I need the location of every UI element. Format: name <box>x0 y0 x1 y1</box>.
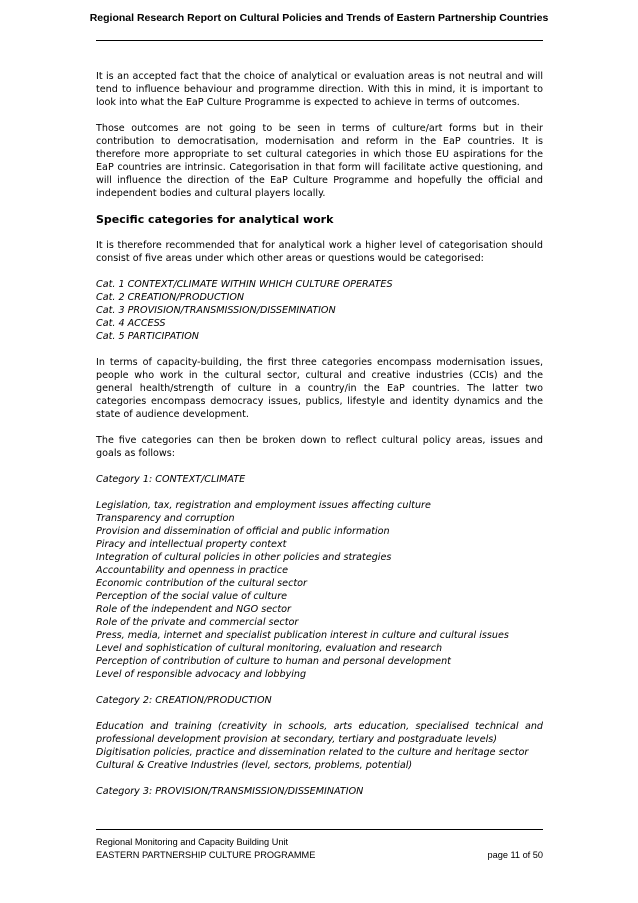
list-item: Role of the private and commercial sector <box>96 617 299 628</box>
category2-items <box>96 720 543 772</box>
page-body <box>96 70 543 798</box>
recommendation-paragraph: It is therefore recommended that for analytical work a higher level of categorisation should consist of five areas under which other areas or questions would be categorised: <box>96 240 543 264</box>
header-rule <box>96 40 543 41</box>
list-item: Legislation, tax, registration and employment issues affecting culture <box>96 500 431 511</box>
list-item: Economic contribution of the cultural sector <box>96 578 307 589</box>
page-footer <box>96 836 543 862</box>
category-list <box>96 278 543 343</box>
list-item: Integration of cultural policies in other policies and strategies <box>96 552 392 563</box>
category1-title: Category 1: CONTEXT/CLIMATE <box>96 474 246 485</box>
category-item: Cat. 1 CONTEXT/CLIMATE WITHIN WHICH CULTURE OPERATES <box>96 279 393 290</box>
footer-rule <box>96 829 543 830</box>
list-item: Accountability and openness in practice <box>96 565 289 576</box>
category-item: Cat. 4 ACCESS <box>96 318 166 329</box>
capacity-paragraph: In terms of capacity-building, the first three categories encompass modernisation issues, people who work in the cultural sector, cultural and creative industries (CCIs) and the general health/strength of culture in a country/in the EaP countries. The latter two categories encompass democracy issues, publics, lifestyle and identity dynamics and the state of audience development. <box>96 357 543 420</box>
section-heading: Specific categories for analytical work <box>96 213 334 226</box>
list-item: Education and training (creativity in schools, arts education, specialised technical and professional development provision at secondary, tertiary and postgraduate levels) <box>96 721 543 745</box>
intro-paragraph-2: Those outcomes are not going to be seen in terms of culture/art forms but in their contribution to democratisation, modernisation and reform in the EaP countries. It is therefore more appropriate to set cultural categories in which those EU aspirations for the EaP countries are intrinsic. Categorisation in that form will facilitate active questioning, and will influence the direction of the EaP Culture Programme and hopefully the official and independent bodies and cultural players locally. <box>96 123 543 199</box>
page-number: page 11 of 50 <box>487 850 543 860</box>
list-item: Digitisation policies, practice and dissemination related to the culture and heritage sector <box>96 747 529 758</box>
list-item: Press, media, internet and specialist publication interest in culture and cultural issues <box>96 630 509 641</box>
list-item: Piracy and intellectual property context <box>96 539 287 550</box>
category-item: Cat. 3 PROVISION/TRANSMISSION/DISSEMINATION <box>96 305 336 316</box>
list-item: Role of the independent and NGO sector <box>96 604 291 615</box>
list-item: Transparency and corruption <box>96 513 235 524</box>
category-item: Cat. 5 PARTICIPATION <box>96 331 199 342</box>
breakdown-paragraph: The five categories can then be broken down to reflect cultural policy areas, issues and goals as follows: <box>96 435 543 459</box>
running-header: Regional Research Report on Cultural Policies and Trends of Eastern Partnership Countries <box>89 12 549 24</box>
footer-programme: EASTERN PARTNERSHIP CULTURE PROGRAMME <box>96 850 316 860</box>
list-item: Perception of the social value of culture <box>96 591 288 602</box>
category1-items <box>96 499 543 681</box>
footer-unit: Regional Monitoring and Capacity Building Unit <box>96 837 289 847</box>
list-item: Level and sophistication of cultural monitoring, evaluation and research <box>96 643 443 654</box>
list-item: Level of responsible advocacy and lobbying <box>96 669 307 680</box>
list-item: Perception of contribution of culture to human and personal development <box>96 656 451 667</box>
list-item: Provision and dissemination of official and public information <box>96 526 390 537</box>
category-item: Cat. 2 CREATION/PRODUCTION <box>96 292 245 303</box>
list-item: Cultural & Creative Industries (level, sectors, problems, potential) <box>96 760 413 771</box>
category3-title: Category 3: PROVISION/TRANSMISSION/DISSEMINATION <box>96 786 364 797</box>
intro-paragraph-1: It is an accepted fact that the choice of analytical or evaluation areas is not neutral and will tend to influence behaviour and programme direction. With this in mind, it is important to look into what the EaP Culture Programme is expected to achieve in terms of outcomes. <box>96 71 543 108</box>
category2-title: Category 2: CREATION/PRODUCTION <box>96 695 272 706</box>
